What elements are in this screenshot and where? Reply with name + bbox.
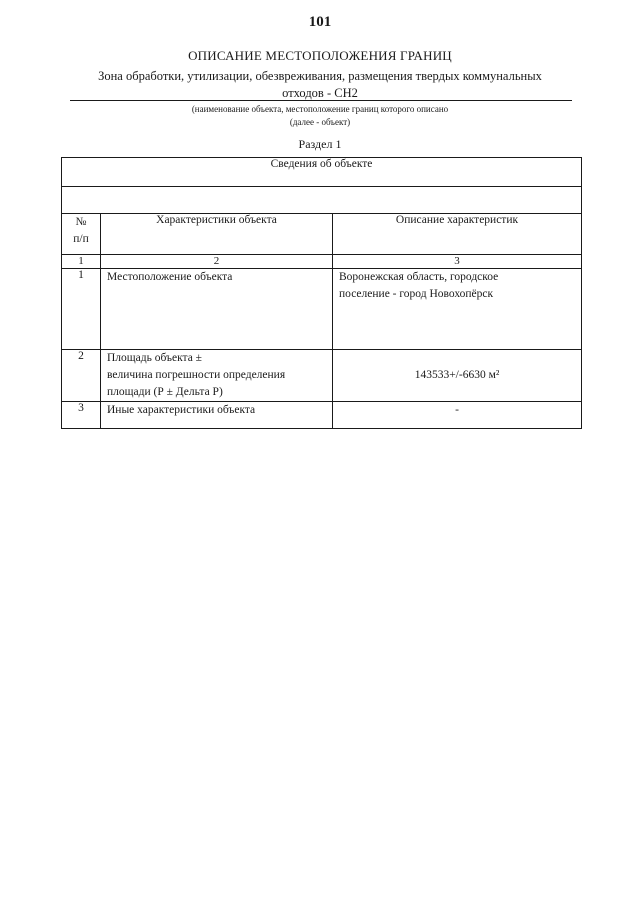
row-description-line: поселение - город Новохопёрск bbox=[339, 288, 494, 300]
row-characteristic-line: Площадь объекта ± bbox=[107, 352, 202, 364]
object-name-underline bbox=[70, 100, 572, 101]
table-empty-row bbox=[62, 187, 582, 214]
table-row bbox=[62, 402, 582, 429]
row-description-line: 143533+/-6630 м² bbox=[414, 369, 500, 381]
column-header-number bbox=[62, 214, 101, 255]
row-characteristic-line: площади (Р ± Дельта Р) bbox=[107, 386, 223, 398]
object-caption bbox=[0, 103, 640, 129]
row-characteristic bbox=[101, 269, 333, 350]
column-number-2: 2 bbox=[101, 255, 333, 269]
row-number: 1 bbox=[62, 269, 101, 350]
column-header-number-line-1: № bbox=[75, 216, 87, 228]
row-description-line: Воронежская область, городское bbox=[339, 271, 499, 283]
row-description bbox=[333, 269, 582, 350]
object-caption-line-2: (далее - объект) bbox=[289, 117, 351, 127]
column-number-3: 3 bbox=[333, 255, 582, 269]
row-characteristic-line: величина погрешности определения bbox=[107, 369, 286, 381]
row-characteristic bbox=[101, 350, 333, 402]
column-header-number-line-2: п/п bbox=[73, 233, 89, 245]
row-characteristic-line: Иные характеристики объекта bbox=[107, 404, 256, 416]
object-name-line-1: Зона обработки, утилизации, обезвреживания, размещения твердых коммунальных bbox=[98, 69, 542, 83]
object-name-line-2: отходов - СН2 bbox=[282, 86, 358, 100]
object-caption-line-1: (наименование объекта, местоположение границ которого описано bbox=[191, 104, 449, 114]
table-empty-cell bbox=[62, 187, 582, 214]
object-name bbox=[80, 68, 560, 102]
table-heading: Сведения об объекте bbox=[62, 158, 582, 187]
column-number-1: 1 bbox=[62, 255, 101, 269]
row-number: 3 bbox=[62, 402, 101, 429]
column-header-description: Описание характеристик bbox=[333, 214, 582, 255]
object-info-table bbox=[61, 157, 582, 429]
column-header-characteristic: Характеристики объекта bbox=[101, 214, 333, 255]
page-number: 101 bbox=[308, 14, 332, 30]
table-column-number-row bbox=[62, 255, 582, 269]
table-heading-row bbox=[62, 158, 582, 187]
row-description bbox=[333, 402, 582, 429]
table-row bbox=[62, 269, 582, 350]
row-characteristic-line: Местоположение объекта bbox=[107, 271, 233, 283]
row-number: 2 bbox=[62, 350, 101, 402]
row-characteristic bbox=[101, 402, 333, 429]
document-title: ОПИСАНИЕ МЕСТОПОЛОЖЕНИЯ ГРАНИЦ bbox=[188, 48, 452, 63]
table-row bbox=[62, 350, 582, 402]
section-label: Раздел 1 bbox=[298, 137, 342, 151]
row-description-line: - bbox=[455, 404, 459, 416]
row-description bbox=[333, 350, 582, 402]
table-column-header-row bbox=[62, 214, 582, 255]
